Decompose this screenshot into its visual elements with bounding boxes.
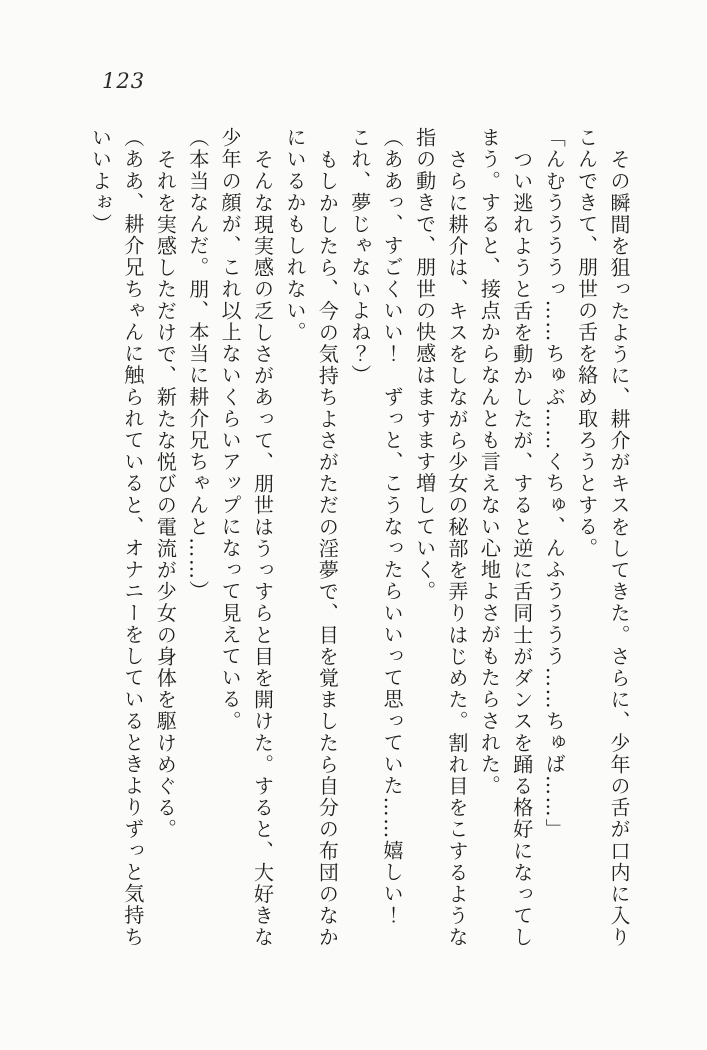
text-line: いいよぉ） [88,127,113,235]
text-line: つい逃れようと舌を動かしたが、すると逆に舌同士がダンスを踊る格好になってし [509,148,534,948]
text-line: （ああ、耕介兄ちゃんに触られていると、オナニーをしているときよりずっと気持ち [120,127,145,948]
page-number: 123 [102,69,146,93]
text-line: こんできて、朋世の舌を絡め取ろうとする。 [574,127,599,559]
text-line: それを実感しただけで、新たな悦びの電流が少女の身体を駆けめぐる。 [153,148,178,840]
text-line: そんな現実感の乏しさがあって、朋世はうっすらと目を開けた。すると、大好きな [250,148,275,948]
vertical-text-block [84,127,635,951]
text-line: （本当なんだ。朋、本当に耕介兄ちゃんと……） [185,127,210,603]
text-line: 少年の顔が、これ以上ないくらいアップになって見えている。 [218,127,243,732]
text-line: これ、夢じゃないよね？） [347,127,372,387]
text-line: （ああっ、すごくいい！ ずっと、こうなったらいいって思っていた……嬉しい！ [380,127,405,927]
text-line: にいるかもしれない。 [282,127,307,343]
text-line: 指の動きで、朋世の快感はますます増していく。 [412,127,437,603]
text-line: その瞬間を狙ったように、耕介がキスをしてきた。さらに、少年の舌が口内に入り [607,148,631,948]
text-line: さらに耕介は、キスをしながら少女の秘部を弄りはじめた。割れ目をこするような [444,148,469,948]
text-line: 「んむううううっ……ちゅぶ……くちゅ、んふうううう……ちゅば……」 [542,127,567,840]
text-line: まう。すると、接点からなんとも言えない心地よさがもたらされた。 [477,127,502,797]
text-line: もしかしたら、今の気持ちよさがただの淫夢で、目を覚ましたら自分の布団のなか [315,148,340,948]
